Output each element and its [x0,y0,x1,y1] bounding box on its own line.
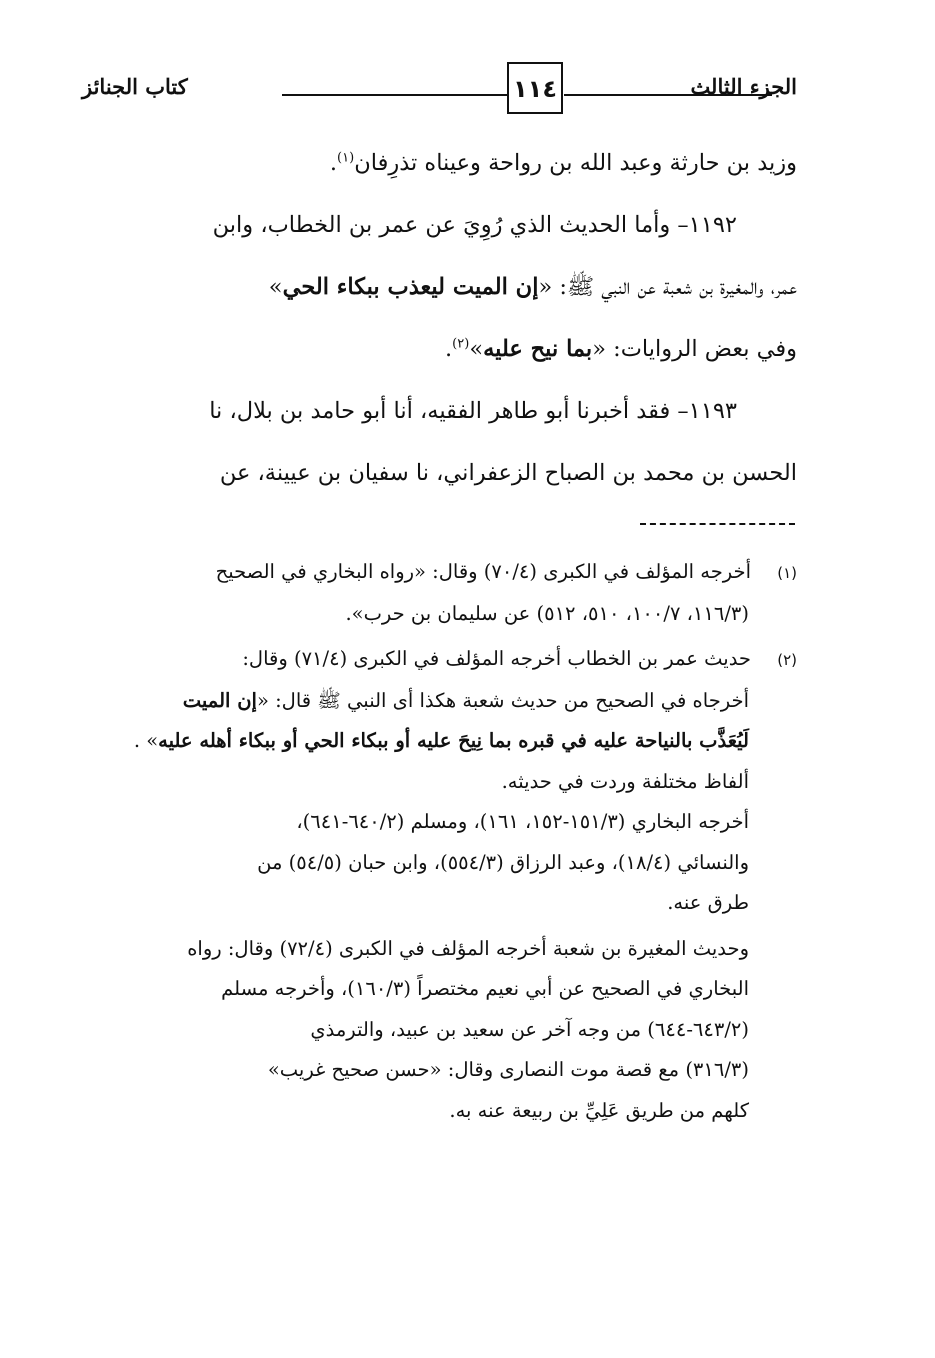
footnote-line: أخرجه البخاري (١٥١/٣-١٥٢، ١٦١)، ومسلم (٦٤٠/٢-٦٤١)، [296,810,749,833]
text-span: » . [133,729,159,752]
running-header [82,62,797,124]
text-span: عمر، والمغيرة بن شعبة عن النبي ﷺ: « [538,274,797,300]
footnote-text: حديث عمر بن الخطاب أخرجه المؤلف في الكبرى (٧١/٤) وقال: [242,647,751,670]
text-span: أخرجاه في الصحيح من حديث شعبة هكذا أى النبي ﷺ قال: « [256,688,749,712]
footnote-text: أخرجه المؤلف في الكبرى (٧٠/٤) وقال: «رواه البخاري في الصحيح [215,560,751,583]
footnote-number: (٢) [777,651,797,669]
footnote-line: وحديث المغيرة بن شعبة أخرجه المؤلف في الكبرى (٧٢/٤) وقال: رواه [187,936,749,960]
hadith-paragraph-start: ١١٩٢– وأما الحديث الذي رُوِيَ عن عمر بن الخطاب، وابن [212,212,737,238]
footnotes [82,552,797,1131]
hadith-quote: إن الميت ليعذب ببكاء الحي [282,274,539,300]
footnote-line: والنسائي (١٨/٤)، وعبد الرزاق (٥٥٤/٣)، وابن حبان (٥٤/٥) من [257,850,749,874]
footnote-ref: (١) [337,150,355,166]
chapter-title: كتاب الجنائز [82,74,188,99]
footnote-line: (١١٦/٣، ١٠٠/٧، ٥١٠، ٥١٢) عن سليمان بن حرب». [345,601,749,625]
header-rule [282,94,507,96]
footnote-line: (٣١٦/٣) مع قصة موت النصارى وقال: «حسن صحيح غريب» [267,1058,749,1081]
footnote-line: طرق عنه. [667,891,749,914]
footnote-line: البخاري في الصحيح عن أبي نعيم مختصراً (١٦٠/٣)، وأخرجه مسلم [221,977,749,1000]
footnote-line: (٦٤٣/٢-٦٤٤) من وجه آخر عن سعيد بن عبيد، والترمذي [310,1017,749,1041]
hadith-quote: لَيُعَذَّب بالنياحة عليه في قبره بما نِيحَ عليه أو ببكاء الحي أو ببكاء أهله عليه [158,729,749,752]
text-line [82,132,797,194]
footnote-separator [640,523,795,525]
text-line: الحسن بن محمد بن الصباح الزعفراني، نا سفيان بن عيينة، عن [219,460,797,486]
hadith-paragraph-start: ١١٩٣– فقد أخبرنا أبو طاهر الفقيه، أنا أبو حامد بن بلال، نا [209,398,737,424]
text-span: وزيد بن حارثة وعبد الله بن رواحة وعيناه تذرِفان [354,150,797,176]
hadith-quote: إن الميت [182,688,257,712]
text-span: وفي بعض الروايات: « [592,336,797,362]
main-text [82,132,797,504]
footnote-number: (١) [777,564,797,582]
text-line [82,256,797,318]
footnote-line [82,721,797,762]
footnote-line: ألفاظ مختلفة وردت في حديثه. [501,769,749,793]
footnote-2 [82,639,797,681]
text-span: . [445,336,453,362]
footnote-line [82,681,797,722]
text-span: » [268,274,283,300]
text-span: » [469,336,484,362]
footnote-1 [82,552,797,594]
text-line [82,318,797,380]
footnote-ref: (٢) [452,336,470,352]
text-span: . [329,150,338,176]
footnote-line: كلهم من طريق عَلِيِّ بن ربيعة عنه به. [449,1098,749,1122]
hadith-quote: بما نيح عليه [483,336,593,362]
page-number: ١١٤ [507,62,563,114]
part-title: الجزء الثالث [690,74,797,99]
